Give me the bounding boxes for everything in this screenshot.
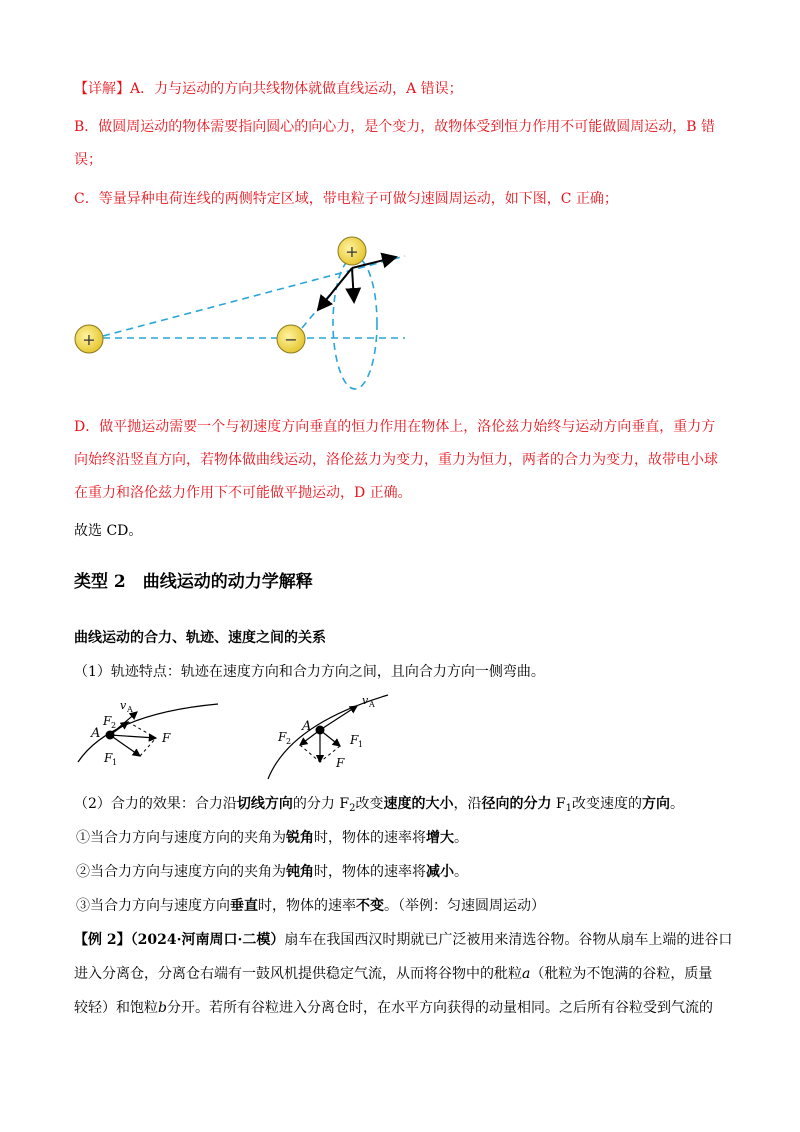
svg-text:F: F xyxy=(336,756,345,770)
answer-choice: 故选 CD。 xyxy=(74,523,143,539)
example-line-1: 【例 2】（2024·河南周口·二模）扇车在我国西汉时期就已广泛被用来清选谷物。谷物从扇车上端的进谷口 xyxy=(74,932,733,948)
case-obtuse: ②当合力方向与速度方向的夹角为钝角时，物体的速率将减小。 xyxy=(76,864,468,880)
positive-charge-left-label: + xyxy=(82,330,96,349)
acute-angle-diagram xyxy=(78,699,218,767)
svg-text:A: A xyxy=(302,719,312,734)
section-heading: 类型 2 曲线运动的动力学解释 xyxy=(74,572,313,592)
svg-text:2: 2 xyxy=(111,721,117,730)
answer-line-b1: B．做圆周运动的物体需要指向圆心的向心力，是个变力，故物体受到恒力作用不可能做圆周运动，B 错 xyxy=(74,119,716,135)
example-tag: 【例 2】 xyxy=(74,932,131,948)
svg-text:v: v xyxy=(120,699,127,712)
svg-text:F: F xyxy=(104,751,113,765)
answer-line-b2: 误； xyxy=(74,152,102,168)
section-subheading: 曲线运动的合力、轨迹、速度之间的关系 xyxy=(74,630,326,646)
answer-line-d1: D．做平抛运动需要一个与初速度方向垂直的恒力作用在物体上，洛伦兹力始终与运动方向垂直，重力方 xyxy=(74,419,716,435)
example-line-2: 进入分离仓，分离仓右端有一鼓风机提供稳定气流，从而将谷物中的秕粒a（秕粒为不饱满的谷粒，质量 xyxy=(74,966,713,982)
svg-text:1: 1 xyxy=(358,740,364,749)
case-acute: ①当合力方向与速度方向的夹角为锐角时，物体的速率将增大。 xyxy=(76,830,468,846)
svg-text:F: F xyxy=(162,731,171,745)
answer-line-a: 【详解】A．力与运动的方向共线物体就做直线运动，A 错误； xyxy=(74,81,463,97)
svg-text:2: 2 xyxy=(286,737,292,746)
negative-charge-label: − xyxy=(284,330,298,349)
svg-text:A: A xyxy=(91,726,101,741)
point-2: （2）合力的效果：合力沿切线方向的分力 $F_2$改变速度的大小，沿径向的分力 $F_1$改变速度的方向。 xyxy=(74,796,685,814)
case-perpendicular: ③当合力方向与速度方向垂直时，物体的速率不变。（举例：匀速圆周运动） xyxy=(76,898,545,914)
answer-line-d2: 向始终沿竖直方向，若物体做曲线运动，洛伦兹力为变力，重力为恒力，两者的合力为变力，故带电小球 xyxy=(74,452,718,468)
positive-charge-orbiting-label: + xyxy=(345,242,359,261)
svg-text:1: 1 xyxy=(112,758,118,767)
obtuse-angle-diagram xyxy=(268,694,388,779)
svg-text:v: v xyxy=(362,694,369,707)
answer-tag: 【详解】 xyxy=(74,81,130,97)
svg-text:F: F xyxy=(350,733,359,747)
answer-line-c: C．等量异种电荷连线的两侧特定区域，带电粒子可做匀速圆周运动，如下图，C 正确； xyxy=(74,191,618,207)
svg-text:A: A xyxy=(369,700,375,709)
svg-text:F: F xyxy=(278,730,287,744)
svg-text:F: F xyxy=(103,714,112,728)
point-1: （1）轨迹特点：轨迹在速度方向和合力方向之间，且向合力方向一侧弯曲。 xyxy=(74,664,545,680)
example-source: （2024·河南周口·二模） xyxy=(130,932,285,948)
answer-line-d3: 在重力和洛伦兹力作用下不可能做平抛运动，D 正确。 xyxy=(74,485,412,501)
example-line-3: 较轻）和饱粒b分开。若所有谷粒进入分离仓时，在水平方向获得的动量相同。之后所有谷粒受到气流的 xyxy=(74,1000,713,1016)
svg-text:A: A xyxy=(127,705,133,714)
